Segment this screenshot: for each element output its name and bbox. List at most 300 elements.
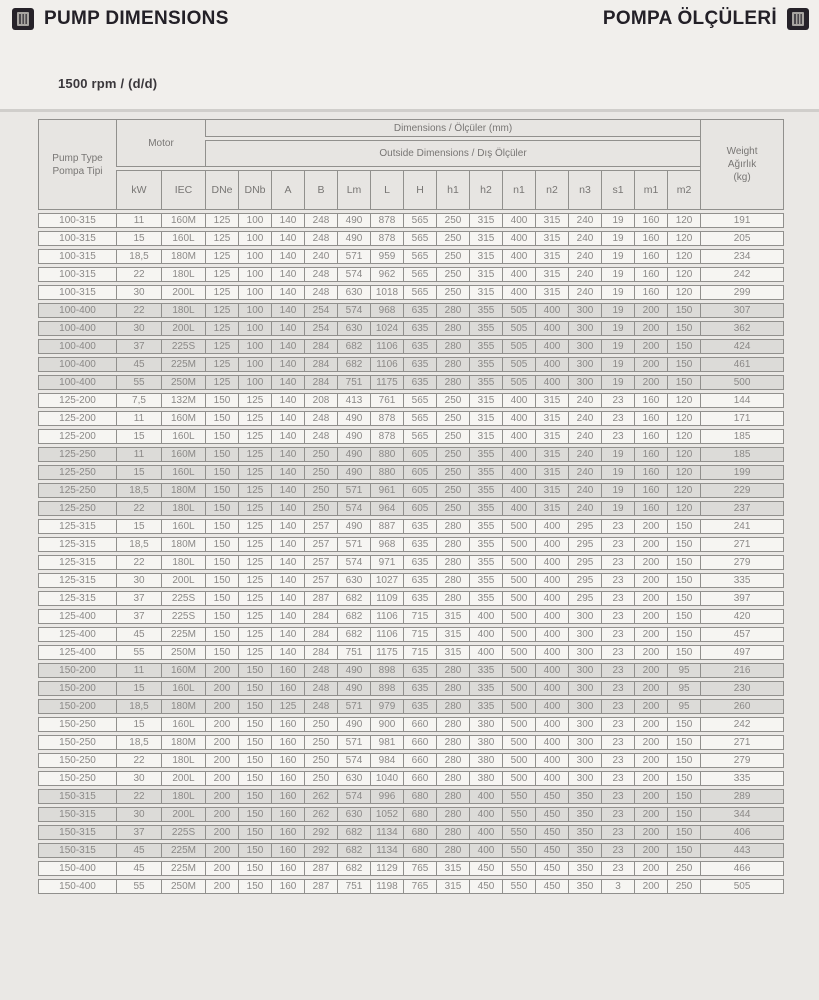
table-panel xyxy=(0,109,819,1000)
n2-cell: 315 xyxy=(535,411,568,426)
h-cell: 635 xyxy=(403,681,436,696)
n2-cell: 315 xyxy=(535,501,568,516)
pump-type-cell: 100-400 xyxy=(38,357,116,372)
n1-cell: 500 xyxy=(502,591,535,606)
h2-cell: 380 xyxy=(469,717,502,732)
n3-cell: 300 xyxy=(568,645,601,660)
h2-cell: 315 xyxy=(469,393,502,408)
h1-cell: 280 xyxy=(436,357,469,372)
h-cell: 635 xyxy=(403,537,436,552)
weight-cell: 424 xyxy=(700,339,784,354)
m2-cell: 120 xyxy=(667,267,700,282)
h1-cell: 280 xyxy=(436,339,469,354)
h2-cell: 355 xyxy=(469,501,502,516)
h1-cell: 250 xyxy=(436,429,469,444)
n1-cell: 500 xyxy=(502,699,535,714)
dne-cell: 200 xyxy=(205,753,238,768)
pump-type-cell: 150-250 xyxy=(38,771,116,786)
lm-cell: 571 xyxy=(337,483,370,498)
kw-cell: 30 xyxy=(116,771,161,786)
kw-cell: 45 xyxy=(116,357,161,372)
n2-cell: 400 xyxy=(535,717,568,732)
h1-cell: 250 xyxy=(436,465,469,480)
n3-cell: 350 xyxy=(568,861,601,876)
n2-cell: 315 xyxy=(535,465,568,480)
kw-cell: 18,5 xyxy=(116,537,161,552)
titlebar xyxy=(0,0,819,30)
dne-cell: 150 xyxy=(205,483,238,498)
kw-cell: 11 xyxy=(116,411,161,426)
dnb-cell: 100 xyxy=(238,339,271,354)
weight-cell: 271 xyxy=(700,735,784,750)
iec-cell: 225S xyxy=(161,609,205,624)
n2-cell: 315 xyxy=(535,267,568,282)
h-cell: 635 xyxy=(403,339,436,354)
n1-cell: 550 xyxy=(502,843,535,858)
b-cell: 250 xyxy=(304,501,337,516)
m1-cell: 200 xyxy=(634,717,667,732)
s1-cell: 23 xyxy=(601,591,634,606)
m1-cell: 200 xyxy=(634,807,667,822)
lm-cell: 751 xyxy=(337,879,370,894)
page-title-en: PUMP DIMENSIONS xyxy=(44,8,229,29)
kw-cell: 30 xyxy=(116,573,161,588)
col-b: B xyxy=(304,170,337,210)
title-left xyxy=(12,8,229,30)
l-cell: 898 xyxy=(370,681,403,696)
b-cell: 287 xyxy=(304,879,337,894)
table-row xyxy=(38,735,784,750)
b-cell: 292 xyxy=(304,825,337,840)
weight-cell: 229 xyxy=(700,483,784,498)
weight-cell: 335 xyxy=(700,771,784,786)
n3-cell: 240 xyxy=(568,285,601,300)
n3-cell: 240 xyxy=(568,483,601,498)
h2-cell: 380 xyxy=(469,735,502,750)
h1-cell: 280 xyxy=(436,537,469,552)
b-cell: 257 xyxy=(304,537,337,552)
rpm-subtitle: 1500 rpm / (d/d) xyxy=(58,76,158,91)
n3-cell: 350 xyxy=(568,879,601,894)
table-row xyxy=(38,537,784,552)
b-cell: 262 xyxy=(304,789,337,804)
table-row xyxy=(38,519,784,534)
kw-cell: 18,5 xyxy=(116,699,161,714)
h1-cell: 280 xyxy=(436,807,469,822)
a-cell: 140 xyxy=(271,303,304,318)
iec-cell: 180M xyxy=(161,699,205,714)
b-cell: 248 xyxy=(304,663,337,678)
h1-cell: 250 xyxy=(436,285,469,300)
dne-cell: 150 xyxy=(205,573,238,588)
l-cell: 1106 xyxy=(370,357,403,372)
col-s1: s1 xyxy=(601,170,634,210)
weight-cell: 144 xyxy=(700,393,784,408)
s1-cell: 23 xyxy=(601,393,634,408)
outside-dimensions-header: Outside Dimensions / Dış Ölçüler xyxy=(205,140,700,167)
dnb-cell: 100 xyxy=(238,285,271,300)
dnb-cell: 100 xyxy=(238,267,271,282)
h2-cell: 355 xyxy=(469,447,502,462)
dnb-cell: 100 xyxy=(238,213,271,228)
m2-cell: 120 xyxy=(667,285,700,300)
s1-cell: 19 xyxy=(601,375,634,390)
m1-cell: 200 xyxy=(634,879,667,894)
table-row xyxy=(38,879,784,894)
s1-cell: 19 xyxy=(601,231,634,246)
dne-cell: 200 xyxy=(205,735,238,750)
s1-cell: 19 xyxy=(601,339,634,354)
b-cell: 248 xyxy=(304,285,337,300)
n3-cell: 295 xyxy=(568,555,601,570)
n3-cell: 240 xyxy=(568,231,601,246)
weight-cell: 397 xyxy=(700,591,784,606)
a-cell: 140 xyxy=(271,411,304,426)
dnb-cell: 100 xyxy=(238,375,271,390)
h1-cell: 315 xyxy=(436,645,469,660)
kw-cell: 30 xyxy=(116,807,161,822)
m2-cell: 250 xyxy=(667,879,700,894)
a-cell: 125 xyxy=(271,699,304,714)
m1-cell: 200 xyxy=(634,357,667,372)
lm-cell: 490 xyxy=(337,447,370,462)
h1-cell: 250 xyxy=(436,411,469,426)
m2-cell: 150 xyxy=(667,591,700,606)
h-cell: 635 xyxy=(403,591,436,606)
n3-cell: 240 xyxy=(568,465,601,480)
l-cell: 1198 xyxy=(370,879,403,894)
l-cell: 878 xyxy=(370,411,403,426)
dne-cell: 200 xyxy=(205,681,238,696)
lm-cell: 571 xyxy=(337,699,370,714)
iec-cell: 225M xyxy=(161,627,205,642)
h2-cell: 355 xyxy=(469,555,502,570)
h2-cell: 335 xyxy=(469,699,502,714)
dne-cell: 150 xyxy=(205,645,238,660)
m1-cell: 160 xyxy=(634,483,667,498)
iec-cell: 160M xyxy=(161,411,205,426)
a-cell: 160 xyxy=(271,753,304,768)
b-cell: 284 xyxy=(304,375,337,390)
dnb-cell: 125 xyxy=(238,429,271,444)
m1-cell: 200 xyxy=(634,681,667,696)
l-cell: 1040 xyxy=(370,771,403,786)
h2-cell: 400 xyxy=(469,807,502,822)
n1-cell: 500 xyxy=(502,609,535,624)
h1-cell: 250 xyxy=(436,231,469,246)
iec-cell: 180M xyxy=(161,483,205,498)
weight-cell: 242 xyxy=(700,717,784,732)
n3-cell: 300 xyxy=(568,339,601,354)
weight-cell: 497 xyxy=(700,645,784,660)
h-cell: 635 xyxy=(403,303,436,318)
a-cell: 140 xyxy=(271,447,304,462)
lm-cell: 413 xyxy=(337,393,370,408)
n2-cell: 450 xyxy=(535,843,568,858)
dne-cell: 200 xyxy=(205,807,238,822)
dnb-cell: 125 xyxy=(238,447,271,462)
n1-cell: 400 xyxy=(502,483,535,498)
pump-type-cell: 150-200 xyxy=(38,681,116,696)
dnb-cell: 100 xyxy=(238,231,271,246)
pump-type-cell: 125-315 xyxy=(38,591,116,606)
l-cell: 968 xyxy=(370,303,403,318)
a-cell: 160 xyxy=(271,861,304,876)
b-cell: 257 xyxy=(304,555,337,570)
n2-cell: 400 xyxy=(535,519,568,534)
n3-cell: 240 xyxy=(568,411,601,426)
n1-cell: 500 xyxy=(502,681,535,696)
h-cell: 565 xyxy=(403,249,436,264)
h-cell: 605 xyxy=(403,483,436,498)
m1-cell: 160 xyxy=(634,267,667,282)
h1-cell: 250 xyxy=(436,483,469,498)
table-row xyxy=(38,429,784,444)
h-cell: 680 xyxy=(403,825,436,840)
b-cell: 250 xyxy=(304,753,337,768)
kw-cell: 18,5 xyxy=(116,249,161,264)
iec-cell: 180M xyxy=(161,735,205,750)
table-row xyxy=(38,411,784,426)
kw-cell: 18,5 xyxy=(116,735,161,750)
page-title-tr: POMPA ÖLÇÜLERİ xyxy=(602,8,777,29)
m2-cell: 150 xyxy=(667,537,700,552)
s1-cell: 19 xyxy=(601,483,634,498)
n2-cell: 400 xyxy=(535,663,568,678)
iec-cell: 225S xyxy=(161,591,205,606)
m1-cell: 160 xyxy=(634,249,667,264)
l-cell: 1106 xyxy=(370,609,403,624)
h1-cell: 280 xyxy=(436,681,469,696)
dnb-cell: 125 xyxy=(238,591,271,606)
m2-cell: 95 xyxy=(667,663,700,678)
dnb-cell: 150 xyxy=(238,861,271,876)
dnb-cell: 125 xyxy=(238,393,271,408)
table-row xyxy=(38,717,784,732)
b-cell: 257 xyxy=(304,573,337,588)
iec-cell: 132M xyxy=(161,393,205,408)
table-body xyxy=(38,213,784,894)
s1-cell: 23 xyxy=(601,753,634,768)
n3-cell: 300 xyxy=(568,735,601,750)
h-cell: 635 xyxy=(403,519,436,534)
weight-cell: 344 xyxy=(700,807,784,822)
b-cell: 248 xyxy=(304,267,337,282)
m1-cell: 200 xyxy=(634,861,667,876)
pump-type-cell: 150-315 xyxy=(38,789,116,804)
n2-cell: 450 xyxy=(535,861,568,876)
dne-cell: 125 xyxy=(205,321,238,336)
pump-type-cell: 100-400 xyxy=(38,321,116,336)
m2-cell: 150 xyxy=(667,735,700,750)
n1-cell: 550 xyxy=(502,879,535,894)
n1-cell: 500 xyxy=(502,555,535,570)
b-cell: 248 xyxy=(304,213,337,228)
dne-cell: 150 xyxy=(205,609,238,624)
weight-header-en: Weight xyxy=(726,146,758,157)
weight-cell: 171 xyxy=(700,411,784,426)
n2-cell: 450 xyxy=(535,789,568,804)
kw-cell: 45 xyxy=(116,843,161,858)
n2-cell: 400 xyxy=(535,555,568,570)
table-row xyxy=(38,843,784,858)
lm-cell: 490 xyxy=(337,519,370,534)
m2-cell: 120 xyxy=(667,483,700,498)
b-cell: 284 xyxy=(304,609,337,624)
h1-cell: 280 xyxy=(436,699,469,714)
m1-cell: 160 xyxy=(634,501,667,516)
pump-type-cell: 150-250 xyxy=(38,717,116,732)
s1-cell: 23 xyxy=(601,609,634,624)
b-cell: 250 xyxy=(304,717,337,732)
dnb-cell: 125 xyxy=(238,645,271,660)
dne-cell: 150 xyxy=(205,537,238,552)
s1-cell: 19 xyxy=(601,213,634,228)
kw-cell: 55 xyxy=(116,375,161,390)
s1-cell: 19 xyxy=(601,501,634,516)
col-iec: IEC xyxy=(161,170,205,210)
weight-cell: 457 xyxy=(700,627,784,642)
n1-cell: 505 xyxy=(502,375,535,390)
n3-cell: 240 xyxy=(568,249,601,264)
m1-cell: 160 xyxy=(634,447,667,462)
h2-cell: 315 xyxy=(469,411,502,426)
m2-cell: 250 xyxy=(667,861,700,876)
pump-document-icon xyxy=(12,8,34,30)
weight-cell: 237 xyxy=(700,501,784,516)
dne-cell: 125 xyxy=(205,231,238,246)
weight-cell: 271 xyxy=(700,537,784,552)
b-cell: 254 xyxy=(304,321,337,336)
kw-cell: 22 xyxy=(116,789,161,804)
weight-cell: 299 xyxy=(700,285,784,300)
m2-cell: 150 xyxy=(667,627,700,642)
a-cell: 140 xyxy=(271,609,304,624)
iec-cell: 225S xyxy=(161,339,205,354)
n2-cell: 400 xyxy=(535,645,568,660)
m1-cell: 200 xyxy=(634,591,667,606)
kw-cell: 45 xyxy=(116,861,161,876)
n1-cell: 500 xyxy=(502,717,535,732)
iec-cell: 160M xyxy=(161,663,205,678)
pump-dimensions-table xyxy=(38,116,784,897)
m2-cell: 120 xyxy=(667,411,700,426)
iec-cell: 200L xyxy=(161,321,205,336)
iec-cell: 200L xyxy=(161,573,205,588)
lm-cell: 630 xyxy=(337,285,370,300)
iec-cell: 180L xyxy=(161,501,205,516)
h1-cell: 250 xyxy=(436,213,469,228)
table-row xyxy=(38,249,784,264)
m2-cell: 120 xyxy=(667,231,700,246)
h1-cell: 250 xyxy=(436,249,469,264)
h2-cell: 355 xyxy=(469,375,502,390)
n2-cell: 315 xyxy=(535,447,568,462)
pump-type-cell: 125-315 xyxy=(38,519,116,534)
a-cell: 140 xyxy=(271,573,304,588)
m1-cell: 200 xyxy=(634,645,667,660)
kw-cell: 30 xyxy=(116,285,161,300)
weight-cell: 260 xyxy=(700,699,784,714)
dnb-cell: 150 xyxy=(238,681,271,696)
header-row-1 xyxy=(38,119,784,137)
h2-cell: 315 xyxy=(469,429,502,444)
m2-cell: 150 xyxy=(667,789,700,804)
m2-cell: 120 xyxy=(667,447,700,462)
n3-cell: 300 xyxy=(568,681,601,696)
table-row xyxy=(38,285,784,300)
l-cell: 1175 xyxy=(370,375,403,390)
n3-cell: 240 xyxy=(568,429,601,444)
b-cell: 284 xyxy=(304,339,337,354)
lm-cell: 682 xyxy=(337,591,370,606)
m2-cell: 120 xyxy=(667,249,700,264)
h2-cell: 355 xyxy=(469,519,502,534)
weight-cell: 307 xyxy=(700,303,784,318)
pump-type-cell: 125-400 xyxy=(38,627,116,642)
a-cell: 140 xyxy=(271,627,304,642)
n3-cell: 240 xyxy=(568,447,601,462)
n1-cell: 505 xyxy=(502,321,535,336)
s1-cell: 23 xyxy=(601,429,634,444)
pump-type-cell: 150-315 xyxy=(38,825,116,840)
h2-cell: 380 xyxy=(469,753,502,768)
s1-cell: 23 xyxy=(601,627,634,642)
n2-cell: 450 xyxy=(535,825,568,840)
kw-cell: 22 xyxy=(116,555,161,570)
n3-cell: 300 xyxy=(568,753,601,768)
b-cell: 248 xyxy=(304,429,337,444)
s1-cell: 19 xyxy=(601,285,634,300)
l-cell: 1175 xyxy=(370,645,403,660)
h1-cell: 280 xyxy=(436,825,469,840)
lm-cell: 574 xyxy=(337,753,370,768)
n1-cell: 550 xyxy=(502,861,535,876)
h2-cell: 355 xyxy=(469,339,502,354)
dnb-cell: 125 xyxy=(238,501,271,516)
a-cell: 140 xyxy=(271,645,304,660)
weight-cell: 505 xyxy=(700,879,784,894)
table-row xyxy=(38,357,784,372)
h2-cell: 400 xyxy=(469,843,502,858)
s1-cell: 23 xyxy=(601,789,634,804)
m2-cell: 120 xyxy=(667,465,700,480)
iec-cell: 225M xyxy=(161,357,205,372)
iec-cell: 250M xyxy=(161,645,205,660)
n1-cell: 500 xyxy=(502,519,535,534)
l-cell: 880 xyxy=(370,465,403,480)
col-h: H xyxy=(403,170,436,210)
weight-header-unit: (kg) xyxy=(733,172,751,183)
m1-cell: 160 xyxy=(634,411,667,426)
l-cell: 878 xyxy=(370,231,403,246)
dnb-cell: 100 xyxy=(238,357,271,372)
h-cell: 565 xyxy=(403,285,436,300)
weight-cell: 216 xyxy=(700,663,784,678)
n3-cell: 295 xyxy=(568,591,601,606)
l-cell: 984 xyxy=(370,753,403,768)
h-cell: 565 xyxy=(403,267,436,282)
a-cell: 160 xyxy=(271,843,304,858)
l-cell: 961 xyxy=(370,483,403,498)
n1-cell: 505 xyxy=(502,357,535,372)
pump-type-cell: 125-200 xyxy=(38,429,116,444)
n2-cell: 400 xyxy=(535,681,568,696)
s1-cell: 23 xyxy=(601,645,634,660)
l-cell: 1129 xyxy=(370,861,403,876)
a-cell: 140 xyxy=(271,339,304,354)
n3-cell: 240 xyxy=(568,213,601,228)
